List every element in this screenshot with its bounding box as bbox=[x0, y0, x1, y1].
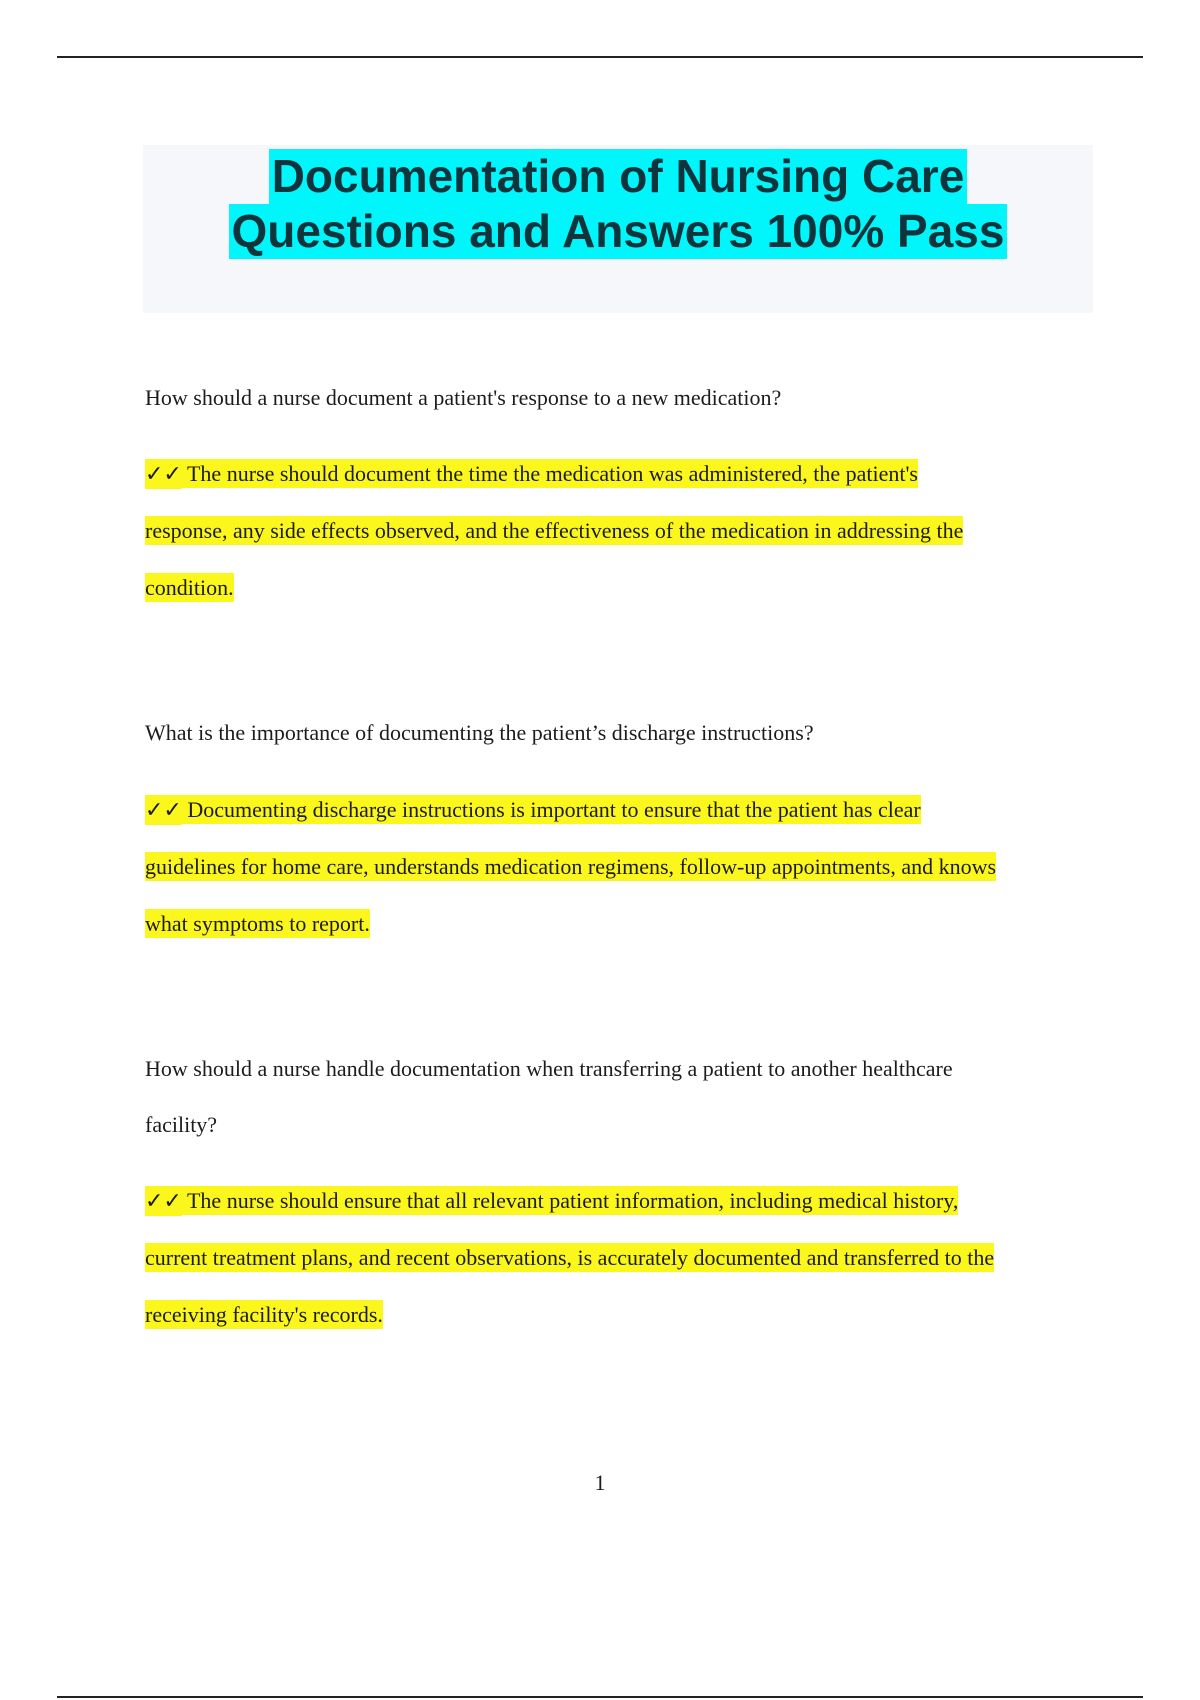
title-line-1: Documentation of Nursing Care bbox=[269, 149, 968, 204]
answer-3-line-1: The nurse should ensure that all relevant patient information, including medical history, bbox=[186, 1188, 959, 1213]
title-banner bbox=[143, 145, 1093, 313]
page-number: 1 bbox=[594, 1470, 606, 1495]
question-3 bbox=[145, 1041, 953, 1153]
question-1 bbox=[145, 370, 781, 426]
question-2-line-1: What is the importance of documenting the patient’s discharge instructions? bbox=[145, 720, 814, 745]
answer-3 bbox=[145, 1184, 994, 1355]
title-line-2: Questions and Answers 100% Pass bbox=[229, 204, 1008, 259]
answer-2 bbox=[145, 793, 996, 964]
question-1-line-1: How should a nurse document a patient's response to a new medication? bbox=[145, 385, 782, 410]
answer-1-line-1: The nurse should document the time the medication was administered, the patient's bbox=[186, 461, 918, 486]
top-rule bbox=[57, 56, 1143, 58]
checkmark-icon: ✓✓ bbox=[145, 798, 182, 823]
checkmark-icon: ✓✓ bbox=[145, 462, 182, 487]
answer-2-line-1: Documenting discharge instructions is important to ensure that the patient has clear bbox=[187, 797, 921, 822]
answer-2-line-3: what symptoms to report. bbox=[145, 911, 370, 936]
question-3-line-1: How should a nurse handle documentation when transferring a patient to another healthcare bbox=[145, 1056, 953, 1081]
answer-1-line-2: response, any side effects observed, and the effectiveness of the medication in addressing the bbox=[145, 518, 964, 543]
answer-1 bbox=[145, 457, 963, 628]
checkmark-icon: ✓✓ bbox=[145, 1189, 182, 1214]
question-2 bbox=[145, 705, 814, 761]
bottom-rule bbox=[57, 1696, 1143, 1698]
answer-3-line-2: current treatment plans, and recent observations, is accurately documented and transferred to the bbox=[145, 1245, 995, 1270]
answer-1-line-3: condition. bbox=[145, 575, 234, 600]
answer-3-line-3: receiving facility's records. bbox=[145, 1302, 383, 1327]
answer-2-line-2: guidelines for home care, understands medication regimens, follow-up appointments, and knows bbox=[145, 854, 997, 879]
question-3-line-2: facility? bbox=[145, 1112, 218, 1137]
